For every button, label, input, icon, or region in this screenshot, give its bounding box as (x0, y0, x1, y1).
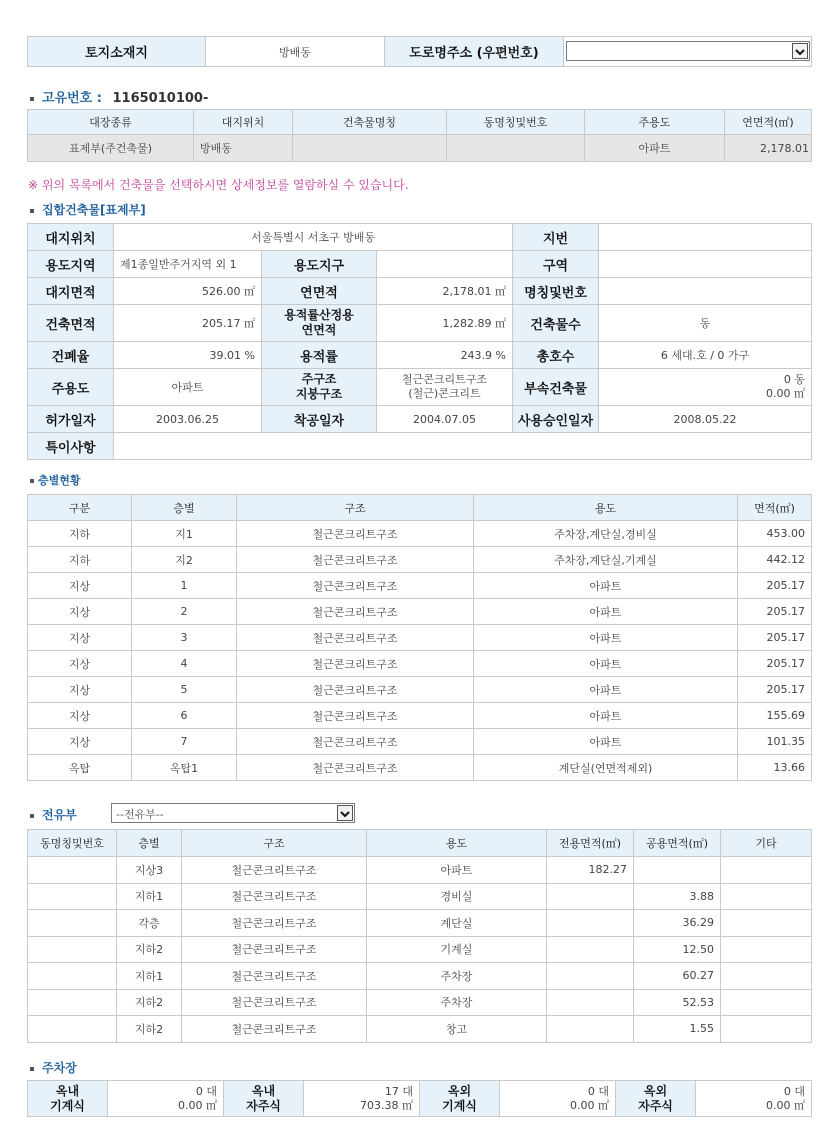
parking-label-line2: 자주식 (246, 1098, 281, 1113)
ledger-cell[interactable]: 아파트 (585, 135, 725, 162)
table-cell: 6 (132, 703, 237, 729)
table-cell (547, 883, 634, 910)
table-cell: 아파트 (367, 857, 547, 884)
table-cell: 지하2 (117, 989, 182, 1016)
area-value (599, 251, 812, 278)
land-location-value: 방배동 (206, 37, 385, 67)
table-cell: 13.66 (738, 755, 812, 781)
table-cell: 지하 (28, 521, 132, 547)
bcr-label: 건폐율 (28, 342, 114, 369)
start-date-value: 2004.07.05 (377, 406, 513, 433)
table-cell: 3 (132, 625, 237, 651)
table-row (28, 910, 812, 937)
district-value (377, 251, 513, 278)
parking-area: 0.00 ㎡ (570, 1098, 609, 1112)
ledger-header: 건축물명칭 (293, 110, 447, 135)
table-cell (721, 883, 812, 910)
floors-header: 면적(㎡) (738, 495, 812, 521)
ledger-header: 주용도 (585, 110, 725, 135)
exclusive-header: 기타 (721, 830, 812, 857)
table-row (28, 625, 812, 651)
table-cell: 3.88 (634, 883, 721, 910)
table-cell: 5 (132, 677, 237, 703)
zone-value: 제1종일반주거지역 외 1 (114, 251, 262, 278)
site-label: 대지위치 (28, 224, 114, 251)
table-cell: 182.27 (547, 857, 634, 884)
table-cell: 철근콘크리트구조 (237, 573, 474, 599)
table-cell: 아파트 (474, 625, 738, 651)
parking-count: 0 대 (587, 1084, 609, 1098)
table-cell (28, 883, 117, 910)
floors-title: 층별현황 (38, 474, 81, 487)
bullet-icon (30, 814, 34, 818)
far-label: 용적률 (262, 342, 377, 369)
table-cell: 철근콘크리트구조 (182, 936, 367, 963)
parking-table (27, 1080, 812, 1117)
ledger-cell[interactable]: 2,178.01 (725, 135, 812, 162)
floors-heading (30, 472, 81, 488)
table-cell: 철근콘크리트구조 (237, 599, 474, 625)
table-cell: 36.29 (634, 910, 721, 937)
table-cell: 지하2 (117, 1016, 182, 1043)
table-cell: 주차장 (367, 989, 547, 1016)
far-area-value: 1,282.89 ㎡ (377, 305, 513, 342)
floors-table (27, 494, 812, 781)
table-cell: 지상 (28, 599, 132, 625)
permit-date-label: 허가일자 (28, 406, 114, 433)
approval-date-label: 사용승인일자 (513, 406, 599, 433)
main-use-label: 주용도 (28, 369, 114, 406)
structure-value-line1: 철근콘크리트구조 (402, 373, 488, 386)
start-date-label: 착공일자 (262, 406, 377, 433)
parking-count: 0 대 (195, 1084, 217, 1098)
far-area-label-line2: 연면적 (301, 323, 337, 337)
summary-title: 집합건축물[표제부] (42, 203, 146, 217)
approval-date-value: 2008.05.22 (599, 406, 812, 433)
table-cell: 철근콘크리트구조 (237, 547, 474, 573)
far-area-label-line1: 용적률산정용 (284, 308, 354, 322)
chevron-down-icon[interactable] (792, 43, 808, 59)
parking-heading (30, 1059, 77, 1076)
table-cell: 아파트 (474, 703, 738, 729)
table-cell: 60.27 (634, 963, 721, 990)
table-row (28, 755, 812, 781)
table-cell: 205.17 (738, 573, 812, 599)
building-name-value (599, 278, 812, 305)
table-cell (721, 963, 812, 990)
table-cell: 철근콘크리트구조 (237, 703, 474, 729)
units-label: 총호수 (513, 342, 599, 369)
site-area-label: 대지면적 (28, 278, 114, 305)
floors-header: 층별 (132, 495, 237, 521)
table-row (28, 1016, 812, 1043)
ledger-header: 대장종류 (28, 110, 194, 135)
table-cell: 철근콘크리트구조 (182, 963, 367, 990)
bcr-value: 39.01 % (114, 342, 262, 369)
table-cell: 계단실 (367, 910, 547, 937)
site-value: 서울특별시 서초구 방배동 (114, 224, 513, 251)
structure-value-line2: (철근)콘크리트 (408, 387, 481, 400)
table-cell: 철근콘크리트구조 (237, 521, 474, 547)
ledger-cell[interactable]: 표제부(주건축물) (28, 135, 194, 162)
building-name-label: 명칭및번호 (513, 278, 599, 305)
table-cell: 지상 (28, 677, 132, 703)
table-cell: 지하 (28, 547, 132, 573)
table-row (28, 651, 812, 677)
parking-area: 0.00 ㎡ (766, 1098, 805, 1112)
table-cell (547, 936, 634, 963)
exclusive-heading (30, 806, 77, 823)
table-cell (721, 936, 812, 963)
permit-date-value: 2003.06.25 (114, 406, 262, 433)
table-row (28, 857, 812, 884)
table-cell: 지상3 (117, 857, 182, 884)
table-cell: 지하1 (117, 963, 182, 990)
table-cell: 지상 (28, 729, 132, 755)
table-cell: 아파트 (474, 651, 738, 677)
table-row (28, 883, 812, 910)
exclusive-header: 구조 (182, 830, 367, 857)
table-cell (28, 989, 117, 1016)
table-cell (547, 1016, 634, 1043)
table-cell: 지1 (132, 521, 237, 547)
parking-indoor-self-label (224, 1081, 304, 1117)
parking-area: 703.38 ㎡ (360, 1098, 413, 1112)
gross-area-label: 연면적 (262, 278, 377, 305)
exclusive-header: 층별 (117, 830, 182, 857)
road-address-select[interactable] (566, 41, 810, 61)
exclusive-select-value: --전유부-- (116, 808, 164, 821)
table-cell: 2 (132, 599, 237, 625)
parking-count: 17 대 (384, 1084, 413, 1098)
table-cell: 지하1 (117, 883, 182, 910)
table-cell: 철근콘크리트구조 (237, 625, 474, 651)
special-note-value (114, 433, 812, 460)
special-note-label: 특이사항 (28, 433, 114, 460)
building-count-label: 건축물수 (513, 305, 599, 342)
area-label: 구역 (513, 251, 599, 278)
table-cell: 205.17 (738, 625, 812, 651)
table-row (28, 573, 812, 599)
selection-notice: ※ 위의 목록에서 건축물을 선택하시면 상세정보를 열람하실 수 있습니다. (28, 178, 409, 192)
table-row (28, 677, 812, 703)
table-cell: 철근콘크리트구조 (182, 910, 367, 937)
table-cell: 철근콘크리트구조 (182, 857, 367, 884)
table-row (28, 729, 812, 755)
units-value: 6 세대.호 / 0 가구 (599, 342, 812, 369)
table-cell: 철근콘크리트구조 (237, 729, 474, 755)
table-cell: 7 (132, 729, 237, 755)
table-cell: 철근콘크리트구조 (182, 883, 367, 910)
summary-heading (30, 201, 146, 218)
table-row (28, 989, 812, 1016)
table-cell: 아파트 (474, 599, 738, 625)
parking-title: 주차장 (42, 1061, 77, 1075)
table-cell: 계단실(연면적제외) (474, 755, 738, 781)
far-area-label (262, 305, 377, 342)
chevron-down-icon[interactable] (337, 805, 353, 821)
parking-outdoor-mechanical-value (500, 1081, 616, 1117)
ledger-header: 대지위치 (194, 110, 293, 135)
table-cell (547, 989, 634, 1016)
table-cell (28, 910, 117, 937)
exclusive-table (27, 829, 812, 1043)
parking-indoor-mechanical-label (28, 1081, 108, 1117)
summary-table (27, 223, 812, 460)
table-cell (547, 963, 634, 990)
structure-label-line1: 주구조 (301, 372, 337, 386)
bullet-icon (30, 97, 34, 101)
building-area-value: 205.17 ㎡ (114, 305, 262, 342)
ledger-header: 연면적(㎡) (725, 110, 812, 135)
table-cell: 453.00 (738, 521, 812, 547)
unique-number-value: 1165010100- (112, 91, 209, 106)
table-cell (28, 857, 117, 884)
bullet-icon (30, 1067, 34, 1071)
table-cell: 철근콘크리트구조 (182, 989, 367, 1016)
table-cell: 아파트 (474, 573, 738, 599)
table-cell (721, 989, 812, 1016)
table-row (28, 599, 812, 625)
exclusive-title: 전유부 (42, 808, 77, 822)
parking-outdoor-self-value (696, 1081, 812, 1117)
annex-label: 부속건축물 (513, 369, 599, 406)
structure-value (377, 369, 513, 406)
table-cell: 지상 (28, 703, 132, 729)
annex-area: 0.00 ㎡ (766, 387, 806, 400)
table-cell: 205.17 (738, 651, 812, 677)
table-cell: 아파트 (474, 729, 738, 755)
parking-indoor-self-value (304, 1081, 420, 1117)
table-row (28, 521, 812, 547)
parking-label-line1: 옥내 (55, 1083, 80, 1098)
table-cell: 205.17 (738, 677, 812, 703)
table-cell (721, 910, 812, 937)
table-cell: 442.12 (738, 547, 812, 573)
parking-outdoor-mechanical-label (420, 1081, 500, 1117)
table-cell: 경비실 (367, 883, 547, 910)
far-value: 243.9 % (377, 342, 513, 369)
parking-label-line1: 옥내 (251, 1083, 276, 1098)
parking-area: 0.00 ㎡ (178, 1098, 217, 1112)
structure-label-line2: 지붕구조 (295, 387, 343, 401)
table-cell: 4 (132, 651, 237, 677)
building-count-value: 동 (599, 305, 812, 342)
parking-label-line1: 옥외 (643, 1083, 668, 1098)
table-cell: 지상 (28, 573, 132, 599)
table-cell: 52.53 (634, 989, 721, 1016)
table-cell: 1 (132, 573, 237, 599)
table-cell (28, 936, 117, 963)
lot-label: 지번 (513, 224, 599, 251)
table-cell: 지하2 (117, 936, 182, 963)
table-cell: 철근콘크리트구조 (237, 677, 474, 703)
floors-header: 구조 (237, 495, 474, 521)
table-cell: 창고 (367, 1016, 547, 1043)
table-cell (547, 910, 634, 937)
parking-count: 0 대 (783, 1084, 805, 1098)
table-cell: 주차장,계단실,기계실 (474, 547, 738, 573)
ledger-header: 동명칭및번호 (447, 110, 585, 135)
district-label: 용도지구 (262, 251, 377, 278)
table-cell: 지상 (28, 625, 132, 651)
table-cell (634, 857, 721, 884)
table-cell: 기계실 (367, 936, 547, 963)
table-cell: 옥탑1 (132, 755, 237, 781)
table-cell: 지2 (132, 547, 237, 573)
site-area-value: 526.00 ㎡ (114, 278, 262, 305)
exclusive-select[interactable] (111, 803, 355, 823)
exclusive-header: 전용면적(㎡) (547, 830, 634, 857)
table-cell: 옥탑 (28, 755, 132, 781)
address-bar (27, 36, 812, 67)
annex-count: 0 동 (783, 373, 806, 386)
ledger-cell[interactable] (293, 135, 447, 162)
parking-indoor-mechanical-value (108, 1081, 224, 1117)
gross-area-value: 2,178.01 ㎡ (377, 278, 513, 305)
building-area-label: 건축면적 (28, 305, 114, 342)
floors-header: 구분 (28, 495, 132, 521)
ledger-table (27, 109, 812, 162)
ledger-cell[interactable]: 방배동 (194, 135, 293, 162)
table-row (28, 547, 812, 573)
table-cell (721, 1016, 812, 1043)
land-location-label: 토지소재지 (28, 37, 206, 67)
table-cell: 철근콘크리트구조 (237, 755, 474, 781)
table-cell (28, 963, 117, 990)
exclusive-header: 동명칭및번호 (28, 830, 117, 857)
table-cell: 12.50 (634, 936, 721, 963)
table-cell: 155.69 (738, 703, 812, 729)
table-cell (721, 857, 812, 884)
bullet-icon (30, 209, 34, 213)
ledger-cell[interactable] (447, 135, 585, 162)
parking-label-line2: 자주식 (638, 1098, 673, 1113)
road-address-label: 도로명주소 (우편번호) (385, 37, 564, 67)
table-cell: 지상 (28, 651, 132, 677)
main-use-value: 아파트 (114, 369, 262, 406)
table-cell: 1.55 (634, 1016, 721, 1043)
lot-value (599, 224, 812, 251)
table-cell: 각층 (117, 910, 182, 937)
ledger-row[interactable] (28, 135, 812, 162)
bullet-icon (30, 479, 34, 483)
unique-number-label: 고유번호 : (42, 91, 102, 106)
exclusive-header: 용도 (367, 830, 547, 857)
table-cell: 아파트 (474, 677, 738, 703)
parking-outdoor-self-label (616, 1081, 696, 1117)
exclusive-body (28, 857, 812, 1043)
table-cell: 주차장 (367, 963, 547, 990)
annex-value (599, 369, 812, 406)
table-cell: 205.17 (738, 599, 812, 625)
unique-number-heading (30, 87, 208, 106)
floors-body (28, 521, 812, 781)
table-cell (28, 1016, 117, 1043)
floors-header: 용도 (474, 495, 738, 521)
zone-label: 용도지역 (28, 251, 114, 278)
parking-label-line2: 기계식 (50, 1098, 85, 1113)
parking-label-line1: 옥외 (447, 1083, 472, 1098)
exclusive-header: 공용면적(㎡) (634, 830, 721, 857)
table-cell: 주차장,계단실,경비실 (474, 521, 738, 547)
table-cell: 철근콘크리트구조 (182, 1016, 367, 1043)
table-row (28, 936, 812, 963)
parking-label-line2: 기계식 (442, 1098, 477, 1113)
table-row (28, 963, 812, 990)
table-row (28, 703, 812, 729)
table-cell: 철근콘크리트구조 (237, 651, 474, 677)
structure-label (262, 369, 377, 406)
table-cell: 101.35 (738, 729, 812, 755)
